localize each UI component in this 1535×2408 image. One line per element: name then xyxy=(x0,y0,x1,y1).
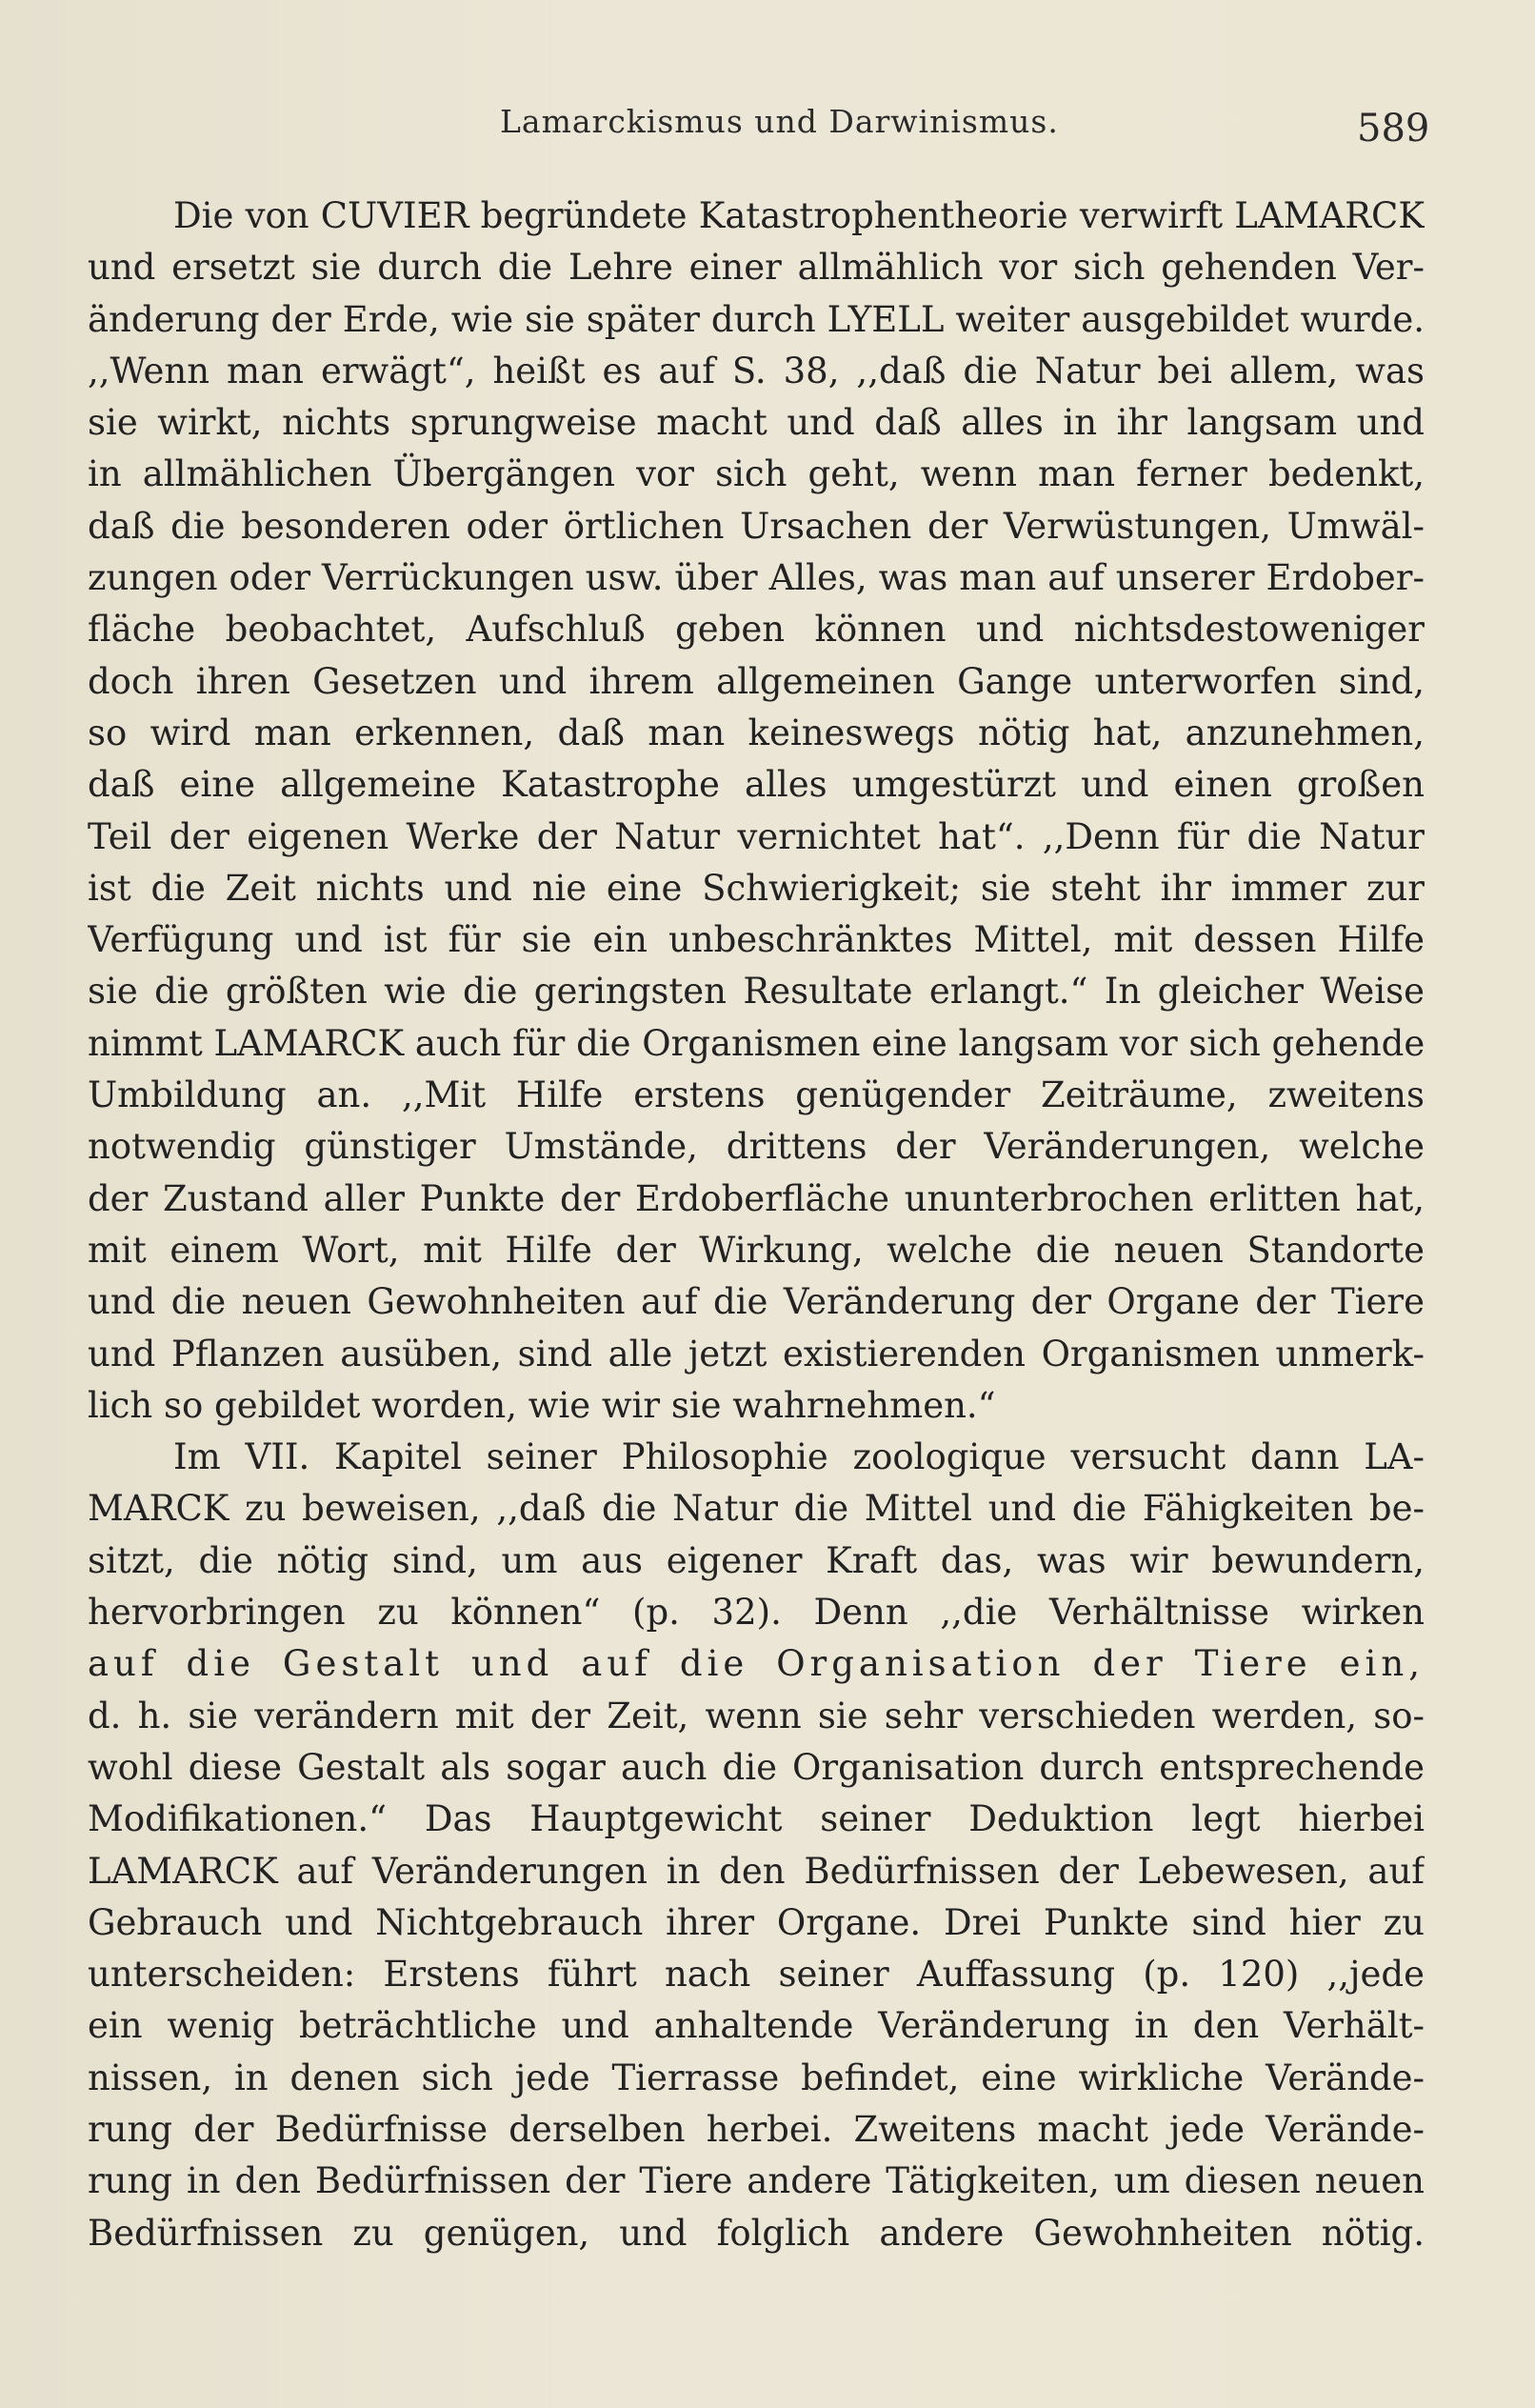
text-line: rung der Bedürfnisse derselben herbei. Zweitens macht jede Verände- xyxy=(88,2108,1425,2150)
text-line: änderung der Erde, wie sie später durch LYELL weiter ausgebildet wurde. xyxy=(88,298,1425,340)
text-line: daß die besonderen oder örtlichen Ursachen der Verwüstungen, Umwäl- xyxy=(88,505,1425,547)
text-line: auf die Gestalt und auf die Organisation der Tiere ein, xyxy=(88,1643,1425,1685)
text-line: Im VII. Kapitel seiner Philosophie zoologique versucht dann LA- xyxy=(173,1436,1425,1478)
text-line: so wird man erkennen, daß man keineswegs nötig hat, anzunehmen, xyxy=(88,712,1425,753)
text-line: sie die größten wie die geringsten Resultate erlangt.“ In gleicher Weise xyxy=(88,971,1425,1013)
text-line: Die von CUVIER begründete Katastrophentheorie verwirft LAMARCK xyxy=(173,195,1425,236)
body-text xyxy=(88,191,1425,2259)
text-line: nimmt LAMARCK auch für die Organismen eine langsam vor sich gehende xyxy=(88,1022,1425,1064)
text-line: MARCK zu beweisen, ,,daß die Natur die Mittel und die Fähigkeiten be- xyxy=(88,1488,1425,1530)
text-line: hervorbringen zu können“ (p. 32). Denn ,,die Verhältnisse wirken xyxy=(88,1592,1425,1634)
text-line: Umbildung an. ,,Mit Hilfe erstens genügender Zeiträume, zweitens xyxy=(88,1074,1425,1116)
text-line: der Zustand aller Punkte der Erdoberfläche ununterbrochen erlitten hat, xyxy=(88,1177,1425,1219)
text-line: unterscheiden: Erstens führt nach seiner Auffassung (p. 120) ,,jede xyxy=(88,1954,1425,1996)
text-line: d. h. sie verändern mit der Zeit, wenn sie sehr verschieden werden, so- xyxy=(88,1695,1425,1736)
text-line: notwendig günstiger Umstände, drittens der Veränderungen, welche xyxy=(88,1126,1425,1168)
text-line: nissen, in denen sich jede Tierrasse befindet, eine wirkliche Verände- xyxy=(88,2057,1425,2098)
text-line: rung in den Bedürfnissen der Tiere andere Tätigkeiten, um diesen neuen xyxy=(88,2160,1425,2202)
text-line: Teil der eigenen Werke der Natur vernichtet hat“. ,,Denn für die Natur xyxy=(88,815,1425,857)
text-line: doch ihren Gesetzen und ihrem allgemeinen Gange unterworfen sind, xyxy=(88,660,1425,702)
text-line: Modifikationen.“ Das Hauptgewicht seiner Deduktion legt hierbei xyxy=(88,1798,1425,1840)
text-line: sitzt, die nötig sind, um aus eigener Kraft das, was wir bewundern, xyxy=(88,1539,1425,1581)
running-title: Lamarckismus und Darwinismus. xyxy=(500,103,1059,140)
text-line: und ersetzt sie durch die Lehre einer allmählich vor sich gehenden Ver- xyxy=(88,247,1425,289)
text-line: sie wirkt, nichts sprungweise macht und daß alles in ihr langsam und xyxy=(88,402,1425,444)
page-number: 589 xyxy=(1357,107,1430,150)
text-line: daß eine allgemeine Katastrophe alles umgestürzt und einen großen xyxy=(88,764,1425,806)
text-line: ,,Wenn man erwägt“, heißt es auf S. 38, ,,daß die Natur bei allem, was xyxy=(88,350,1425,391)
text-line: zungen oder Verrückungen usw. über Alles, was man auf unserer Erdober- xyxy=(88,557,1425,599)
page-header xyxy=(0,103,1535,160)
text-line: fläche beobachtet, Aufschluß geben können und nichtsdestoweniger xyxy=(88,609,1425,651)
text-line: in allmählichen Übergängen vor sich geht, wenn man ferner bedenkt, xyxy=(88,453,1425,495)
text-line: lich so gebildet worden, wie wir sie wahrnehmen.“ xyxy=(88,1384,996,1426)
text-line: Verfügung und ist für sie ein unbeschränktes Mittel, mit dessen Hilfe xyxy=(88,919,1425,961)
text-line: mit einem Wort, mit Hilfe der Wirkung, welche die neuen Standorte xyxy=(88,1229,1425,1271)
text-line: ein wenig beträchtliche und anhaltende Veränderung in den Verhält- xyxy=(88,2005,1425,2047)
text-line: Bedürfnissen zu genügen, und folglich andere Gewohnheiten nötig. xyxy=(88,2212,1425,2254)
text-line: und Pflanzen ausüben, sind alle jetzt existierenden Organismen unmerk- xyxy=(88,1333,1425,1375)
text-line: LAMARCK auf Veränderungen in den Bedürfnissen der Lebewesen, auf xyxy=(88,1850,1425,1892)
text-line: wohl diese Gestalt als sogar auch die Organisation durch entsprechende xyxy=(88,1746,1425,1788)
text-line: ist die Zeit nichts und nie eine Schwierigkeit; sie steht ihr immer zur xyxy=(88,867,1425,909)
text-line: und die neuen Gewohnheiten auf die Veränderung der Organe der Tiere xyxy=(88,1281,1425,1323)
text-line: Gebrauch und Nichtgebrauch ihrer Organe. Drei Punkte sind hier zu xyxy=(88,1901,1425,1943)
